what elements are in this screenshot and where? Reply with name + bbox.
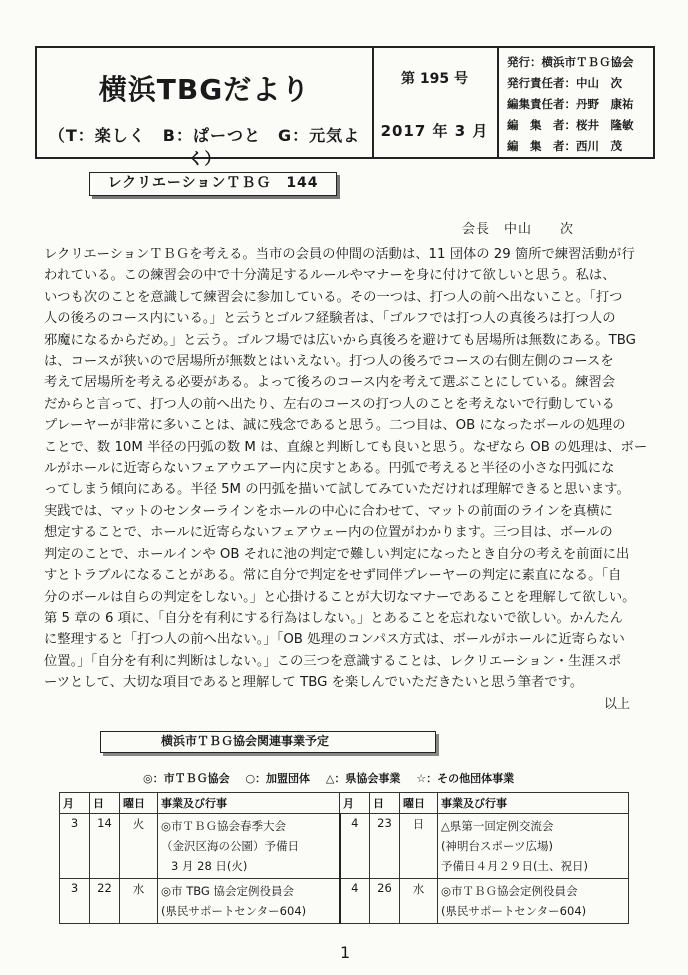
- col-weekday: 曜日: [400, 793, 438, 814]
- body-line: 位置。」「自分を有利に判断はしない。」この三つを意識することは、レクリエーション・生涯スポ: [44, 653, 622, 669]
- newsletter-motto: （T：楽しく B：ぱーつと G：元気よく）: [48, 126, 361, 168]
- masthead-divider: [497, 48, 499, 157]
- page-number: 1: [340, 943, 351, 962]
- body-line: 分のボールは自らの判定をしない。」と心掛けることが大切なマナーであることを理解して欲しい。: [44, 589, 636, 605]
- col-day: 日: [90, 793, 120, 814]
- cell-day: 14: [90, 814, 120, 879]
- schedule-heading: 横浜市ＴＢＧ協会関連事業予定: [100, 731, 436, 753]
- info-line: 発行：横浜市ＴＢＧ協会: [507, 55, 634, 69]
- info-line: 編 集 者：西川 茂: [507, 139, 622, 153]
- schedule-legend: [143, 770, 526, 786]
- cell-event: △県第一回定例交流会 (神明台スポーツ広場) 予備日４月２９日(土、祝日): [438, 814, 629, 879]
- issue-date: 2017 年 3 月: [380, 122, 489, 140]
- body-line: 想定することで、ホールに近寄らないフェアウェー内の位置がわかります。三つ目は、ボールの: [44, 525, 613, 541]
- issue-number: 第 195 号: [401, 71, 468, 87]
- body-line: だからと言って、打つ人の前へ出たり、左右のコースの打つ人のことを考えないで行動している: [44, 396, 615, 412]
- newsletter-title: 横浜TBGだより: [98, 73, 311, 106]
- table-row: [60, 814, 629, 879]
- legend-item: ◎：市ＴＢＧ協会: [143, 772, 230, 785]
- cell-month: 4: [340, 814, 370, 879]
- legend-item: △：県協会事業: [325, 772, 401, 785]
- body-line: ルがホールに近寄らないフェアウエアー内に戻すとある。円弧で考えると半径の小さな円弧にな: [44, 461, 615, 477]
- body-line: すとトラブルになることがある。常に自分で判定をせず同伴プレーヤーの判定に素直になる。「自: [44, 568, 622, 584]
- body-line: 判定のことで、ホールインや OB それに池の判定で難しい判定になったとき自分の考えを前面に出: [44, 546, 630, 562]
- cell-event: ◎市ＴＢＧ協会春季大会 （金沢区海の公園）予備日 3 月 28 日(火): [158, 814, 340, 879]
- body-line: 邪魔になるからだめ。」と云う。ゴルフ場では広いから真後ろを避けても居場所は無数にある。TBG: [44, 332, 636, 348]
- info-line: 編 集 者：桜井 隆敏: [507, 118, 634, 132]
- body-line: 実践では、マットのセンターラインをホールの中心に合わせて、マットの前面のラインを真横に: [44, 503, 613, 519]
- cell-month: 3: [60, 879, 90, 924]
- table-row: [60, 879, 629, 924]
- body-line: は、コースが狭いので居場所が無数とはいえない。打つ人の後ろでコースの右側左側のコースを: [44, 354, 614, 370]
- cell-event: ◎市 TBG 協会定例役員会 (県民サポートセンター604): [158, 879, 340, 924]
- col-event: 事業及び行事: [438, 793, 629, 814]
- cell-weekday: 火: [120, 814, 158, 879]
- col-day: 日: [370, 793, 400, 814]
- column-heading: レクリエーションＴＢＧ 144: [89, 172, 337, 196]
- column-author: [462, 218, 574, 237]
- body-line: ことで、数 10M 半径の円弧の数 M は、直線と判断しても良いと思う。なぜなら OB の処理は、ボー: [44, 439, 648, 455]
- cell-day: 26: [370, 879, 400, 924]
- table-header-row: [60, 793, 629, 814]
- legend-item: ○：加盟団体: [245, 772, 311, 785]
- body-line: プレーヤーが非常に多いことは、誠に残念であると思う。二つ目は、OB になったボールの処理の: [44, 418, 626, 434]
- body-line: われている。この練習会の中で十分満足するルールやマナーを身に付けて欲しいと思う。私は、: [44, 268, 616, 284]
- body-line: いつも次のことを意識して練習会に参加している。その一つは、打つ人の前へ出ないこと。「打つ: [44, 289, 623, 305]
- closing-mark: 以上: [604, 697, 631, 712]
- col-weekday: 曜日: [120, 793, 158, 814]
- cell-day: 23: [370, 814, 400, 879]
- author-title: 会長: [462, 222, 491, 237]
- cell-month: 3: [60, 814, 90, 879]
- body-line: に整理すると「打つ人の前へ出ない。」「OB 処理のコンパス方式は、ボールがホールに近寄らない: [44, 632, 625, 648]
- col-month: 月: [340, 793, 370, 814]
- body-line: 第 5 章の 6 項に、「自分を有利にする行為はしない。」とあることを忘れないで欲しい。かんたん: [44, 610, 623, 626]
- col-month: 月: [60, 793, 90, 814]
- cell-weekday: 水: [400, 879, 438, 924]
- cell-weekday: 水: [120, 879, 158, 924]
- body-line: 人の後ろのコース内にいる。」と云うとゴルフ経験者は、「ゴルフでは打つ人の真後ろは打つ人の: [44, 311, 616, 327]
- author-name: 中山 次: [504, 222, 575, 237]
- cell-event: ◎市ＴＢＧ協会定例役員会 (県民サポートセンター604): [438, 879, 629, 924]
- body-line: 考えて居場所を考える必要がある。よって後ろのコース内を考えて選ぶことにしている。練習会: [44, 375, 616, 391]
- cell-weekday: 日: [400, 814, 438, 879]
- body-line: レクリエーションＴＢＧを考える。当市の会員の仲間の活動は、11 団体の 29 箇所で練習活動が行: [44, 247, 635, 262]
- masthead: [35, 46, 655, 168]
- body-line: ーツとして、大切な項目であると理解して TBG を楽しんでいただきたいと思う筆者です。: [44, 675, 584, 691]
- col-event: 事業及び行事: [158, 793, 340, 814]
- info-line: 発行責任者：中山 次: [507, 76, 622, 90]
- schedule-table: [59, 792, 629, 924]
- body-line: ってしまう傾向にある。半径 5M の円弧を描いて試してみていただければ理解できると思います。: [44, 482, 630, 498]
- cell-day: 22: [90, 879, 120, 924]
- publisher-info: [507, 52, 634, 157]
- legend-item: ☆：その他団体事業: [416, 772, 515, 785]
- cell-month: 4: [340, 879, 370, 924]
- info-line: 編集責任者：丹野 康祐: [507, 97, 634, 111]
- column-body: [44, 244, 650, 694]
